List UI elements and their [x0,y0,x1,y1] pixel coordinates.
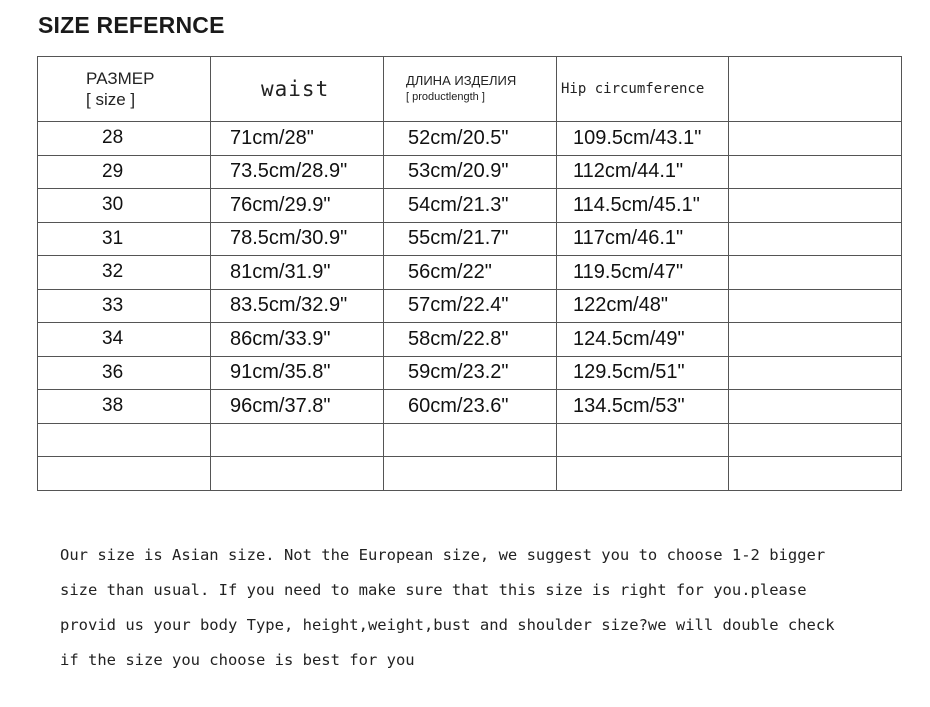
hip-cell: 112cm/44.1" [557,155,729,189]
waist-cell [211,457,384,491]
header-waist: waist [211,57,384,122]
length-cell: 53cm/20.9" [384,155,557,189]
table-row [38,256,902,290]
header-size [38,57,211,122]
hip-cell: 129.5cm/51" [557,356,729,390]
hip-cell [557,423,729,457]
notice-line: Our size is Asian size. Not the European size, we suggest you to choose 1-2 bigger [60,546,826,564]
table-row [38,289,902,323]
waist-cell: 78.5cm/30.9" [211,222,384,256]
size-cell: 32 [38,256,211,290]
header-hip: Hip circumference [557,57,729,122]
extra-cell [729,155,902,189]
size-cell: 31 [38,222,211,256]
extra-cell [729,390,902,424]
length-cell [384,457,557,491]
notice-line: provid us your body Type, height,weight,bust and shoulder size?we will double check [60,616,835,634]
extra-cell [729,189,902,223]
hip-cell: 124.5cm/49" [557,323,729,357]
header-size-en: [ size ] [86,90,136,109]
waist-cell: 86cm/33.9" [211,323,384,357]
waist-cell: 83.5cm/32.9" [211,289,384,323]
table-row [38,222,902,256]
hip-cell: 109.5cm/43.1" [557,122,729,156]
table-header-row [38,57,902,122]
waist-cell: 76cm/29.9" [211,189,384,223]
table-row [38,122,902,156]
header-size-ru: РАЗМЕР [86,69,155,88]
size-cell [38,457,211,491]
size-cell: 38 [38,390,211,424]
length-cell: 58cm/22.8" [384,323,557,357]
extra-cell [729,356,902,390]
hip-cell: 117cm/46.1" [557,222,729,256]
hip-cell: 122cm/48" [557,289,729,323]
extra-cell [729,423,902,457]
length-cell: 56cm/22" [384,256,557,290]
waist-cell: 91cm/35.8" [211,356,384,390]
size-notice [60,538,910,678]
length-cell: 52cm/20.5" [384,122,557,156]
hip-cell: 114.5cm/45.1" [557,189,729,223]
length-cell: 55cm/21.7" [384,222,557,256]
header-length [384,57,557,122]
waist-cell [211,423,384,457]
extra-cell [729,289,902,323]
extra-cell [729,256,902,290]
extra-cell [729,122,902,156]
size-cell: 30 [38,189,211,223]
size-cell: 33 [38,289,211,323]
table-row [38,390,902,424]
notice-line: size than usual. If you need to make sure that this size is right for you.please [60,581,807,599]
extra-cell [729,222,902,256]
hip-cell: 119.5cm/47" [557,256,729,290]
notice-line: if the size you choose is best for you [60,651,415,669]
length-cell: 54cm/21.3" [384,189,557,223]
waist-cell: 71cm/28" [211,122,384,156]
page-title: SIZE REFERNCE [38,12,225,38]
extra-cell [729,323,902,357]
size-cell: 36 [38,356,211,390]
size-cell: 34 [38,323,211,357]
length-cell: 59cm/23.2" [384,356,557,390]
hip-cell: 134.5cm/53" [557,390,729,424]
table-row [38,323,902,357]
waist-cell: 96cm/37.8" [211,390,384,424]
table-body [38,122,902,491]
table-row [38,423,902,457]
header-length-ru: ДЛИНА ИЗДЕЛИЯ [406,73,517,88]
size-cell [38,423,211,457]
table-row [38,189,902,223]
table-row [38,356,902,390]
header-length-en: [ productlength ] [406,91,485,103]
extra-cell [729,457,902,491]
table-row [38,457,902,491]
waist-cell: 81cm/31.9" [211,256,384,290]
size-cell: 29 [38,155,211,189]
size-chart-table [37,56,902,491]
waist-cell: 73.5cm/28.9" [211,155,384,189]
length-cell: 57cm/22.4" [384,289,557,323]
table-row [38,155,902,189]
hip-cell [557,457,729,491]
size-cell: 28 [38,122,211,156]
header-extra [729,57,902,122]
length-cell [384,423,557,457]
length-cell: 60cm/23.6" [384,390,557,424]
